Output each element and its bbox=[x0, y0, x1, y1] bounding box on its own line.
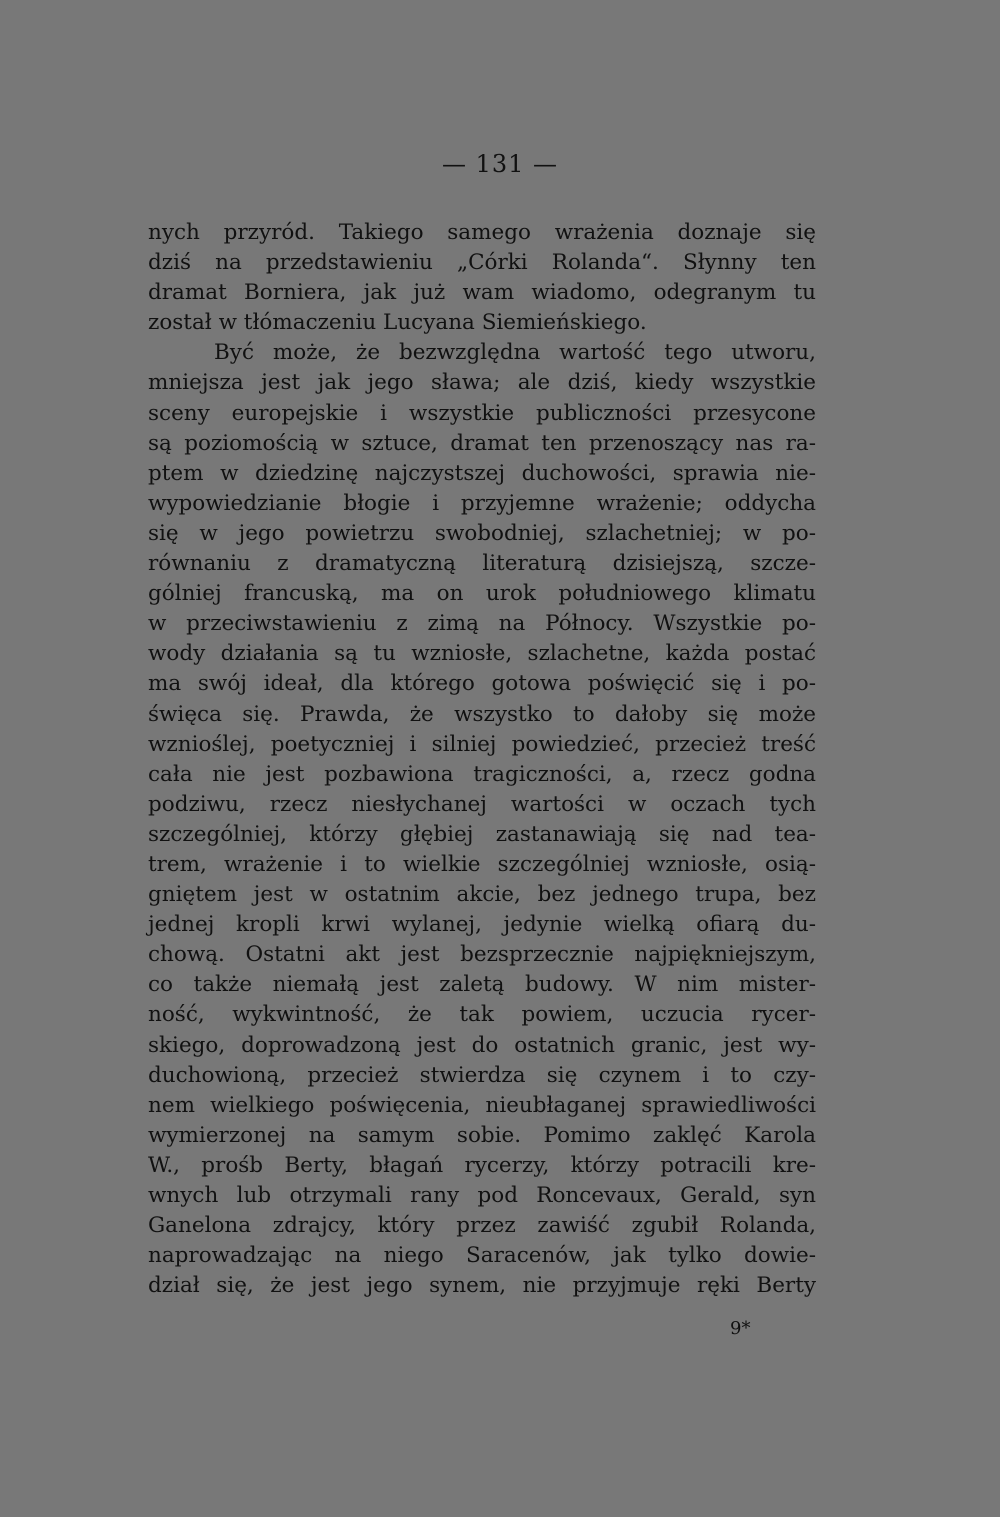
text-line-15: wody działania są tu wzniosłe, szlachetne, każda postać bbox=[148, 641, 816, 667]
text-line-6: mniejsza jest jak jego sława; ale dziś, kiedy wszystkie bbox=[148, 370, 816, 396]
text-line-5: Być może, że bezwzględna wartość tego utworu, bbox=[214, 340, 816, 366]
text-line-33: wnych lub otrzymali rany pod Roncevaux, Gerald, syn bbox=[148, 1183, 816, 1208]
text-line-2: dziś na przedstawieniu „Córki Rolanda“. Słynny ten bbox=[148, 250, 816, 276]
text-line-18: wznioślej, poetyczniej i silniej powiedzieć, przecież treść bbox=[148, 731, 816, 757]
text-line-12: równaniu z dramatyczną literaturą dzisiejszą, szcze- bbox=[148, 551, 816, 577]
text-line-24: jednej kropli krwi wylanej, jedynie wielką ofiarą du- bbox=[148, 912, 816, 938]
text-line-14: w przeciwstawieniu z zimą na Północy. Wszystkie po- bbox=[148, 611, 816, 637]
text-line-21: szczególniej, którzy głębiej zastanawiają się nad tea- bbox=[148, 821, 816, 847]
text-line-7: sceny europejskie i wszystkie publiczności przesycone bbox=[148, 400, 816, 426]
page-number: — 131 — bbox=[441, 150, 559, 178]
text-line-11: się w jego powietrzu swobodniej, szlachetniej; w po- bbox=[148, 520, 816, 546]
body-text bbox=[148, 218, 816, 1301]
text-line-23: gniętem jest w ostatnim akcie, bez jednego trupa, bez bbox=[148, 882, 816, 908]
text-line-27: ność, wykwintność, że tak powiem, uczucia rycer- bbox=[148, 1002, 816, 1028]
text-line-31: wymierzonej na samym sobie. Pomimo zaklęć Karola bbox=[148, 1122, 816, 1148]
signature-mark: 9* bbox=[730, 1318, 751, 1339]
text-line-26: co także niemałą jest zaletą budowy. W nim mister- bbox=[148, 972, 816, 998]
text-line-13: gólniej francuską, ma on urok południowego klimatu bbox=[148, 581, 816, 607]
text-line-1: nych przyród. Takiego samego wrażenia doznaje się bbox=[148, 220, 816, 245]
text-line-25: chową. Ostatni akt jest bezsprzecznie najpiękniejszym, bbox=[148, 942, 816, 968]
text-line-4: został w tłómaczeniu Lucyana Siemieńskiego. bbox=[148, 310, 647, 336]
text-line-29: duchowioną, przecież stwierdza się czynem i to czy- bbox=[148, 1062, 816, 1088]
text-line-19: cała nie jest pozbawiona tragiczności, a, rzecz godna bbox=[148, 761, 816, 787]
text-line-22: trem, wrażenie i to wielkie szczególniej wzniosłe, osią- bbox=[148, 851, 816, 877]
text-line-32: W., prośb Berty, błagań rycerzy, którzy potracili kre- bbox=[148, 1152, 816, 1178]
text-line-34: Ganelona zdrajcy, który przez zawiść zgubił Rolanda, bbox=[148, 1213, 816, 1239]
text-line-16: ma swój ideał, dla którego gotowa poświęcić się i po- bbox=[148, 671, 816, 697]
text-line-10: wypowiedzianie błogie i przyjemne wrażenie; oddycha bbox=[148, 490, 816, 516]
text-line-3: dramat Borniera, jak już wam wiadomo, odegranym tu bbox=[148, 280, 816, 306]
text-line-8: są poziomością w sztuce, dramat ten przenoszący nas ra- bbox=[148, 430, 816, 456]
text-line-17: święca się. Prawda, że wszystko to dałoby się może bbox=[148, 701, 816, 727]
text-line-36: dział się, że jest jego synem, nie przyjmuje ręki Berty bbox=[148, 1273, 816, 1299]
text-line-20: podziwu, rzecz niesłychanej wartości w oczach tych bbox=[148, 791, 816, 817]
text-line-35: naprowadzając na niego Saracenów, jak tylko dowie- bbox=[148, 1243, 816, 1269]
text-line-30: nem wielkiego poświęcenia, nieubłaganej sprawiedliwości bbox=[148, 1092, 816, 1118]
text-line-9: ptem w dziedzinę najczystszej duchowości, sprawia nie- bbox=[148, 460, 816, 486]
text-line-28: skiego, doprowadzoną jest do ostatnich granic, jest wy- bbox=[148, 1032, 816, 1058]
